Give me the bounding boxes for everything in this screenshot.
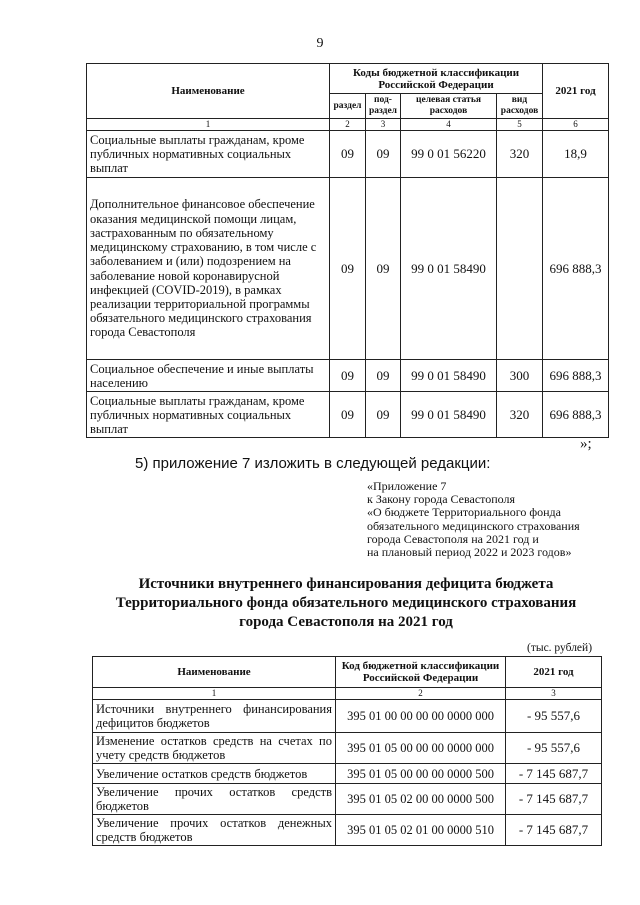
row-razdel: 09 <box>330 360 366 392</box>
appendix-line: к Закону города Севастополя <box>367 492 516 507</box>
table-row <box>87 131 609 178</box>
item-5-text: 5) приложение 7 изложить в следующей редакции: <box>135 455 491 472</box>
page-number: 9 <box>316 36 324 51</box>
row-podrazdel: 09 <box>366 392 401 438</box>
row-razdel: 09 <box>330 178 366 360</box>
row-code: 395 01 05 02 01 00 0000 510 <box>336 815 506 846</box>
col-number: 5 <box>497 119 543 131</box>
sources-table <box>92 656 602 846</box>
row-amount: - 7 145 687,7 <box>506 764 602 784</box>
col-number: 3 <box>506 688 602 700</box>
row-name: Дополнительное финансовое обеспечение оказания медицинской помощи лицам, застрахованным по обязательному медицинскому страхованию, в том числе с заболеванием и (или) подозрением на заболевание новой коронавирусной инфекцией (COVID-2019), в рамках реализации территориальной программы обязательного медицинского страхования города Севастополя <box>87 178 330 360</box>
row-code: 395 01 05 02 00 00 0000 500 <box>336 784 506 815</box>
col-number: 1 <box>87 119 330 131</box>
table-row <box>93 764 602 784</box>
row-amount: 18,9 <box>543 131 609 178</box>
row-name: Увеличение прочих остатков денежных средств бюджетов <box>93 815 336 846</box>
row-vid: 320 <box>497 131 543 178</box>
header-name: Наименование <box>87 64 330 119</box>
row-name: Увеличение остатков средств бюджетов <box>93 764 336 784</box>
row-amount: 696 888,3 <box>543 360 609 392</box>
row-name: Социальное обеспечение и иные выплаты населению <box>87 360 330 392</box>
row-amount: - 95 557,6 <box>506 733 602 764</box>
row-article: 99 0 01 56220 <box>401 131 497 178</box>
col-number: 2 <box>330 119 366 131</box>
table-row <box>93 784 602 815</box>
row-podrazdel: 09 <box>366 360 401 392</box>
row-podrazdel: 09 <box>366 178 401 360</box>
row-article: 99 0 01 58490 <box>401 392 497 438</box>
row-name: Источники внутреннего финансирования дефицитов бюджетов <box>93 700 336 733</box>
row-razdel: 09 <box>330 392 366 438</box>
expenditure-table <box>86 63 609 438</box>
header-name: Наименование <box>93 657 336 688</box>
row-name: Социальные выплаты гражданам, кроме публичных нормативных социальных выплат <box>87 131 330 178</box>
appendix-line: на плановый период 2022 и 2023 годов» <box>367 545 572 560</box>
col-number: 4 <box>401 119 497 131</box>
title-line: города Севастополя на 2021 год <box>239 614 453 630</box>
row-amount: 696 888,3 <box>543 392 609 438</box>
row-amount: 696 888,3 <box>543 178 609 360</box>
header-code: Код бюджетной классификации Российской Федерации <box>336 657 506 688</box>
table-row <box>87 360 609 392</box>
closing-quote: »; <box>580 436 592 452</box>
row-vid: 320 <box>497 392 543 438</box>
table-row <box>87 392 609 438</box>
table-row <box>87 178 609 360</box>
row-name: Увеличение прочих остатков средств бюджетов <box>93 784 336 815</box>
row-name: Изменение остатков средств на счетах по учету средств бюджетов <box>93 733 336 764</box>
row-vid <box>497 178 543 360</box>
document-title <box>80 575 612 632</box>
header-article: целевая статья расходов <box>401 94 497 119</box>
title-line: Источники внутреннего финансирования дефицита бюджета <box>138 576 554 592</box>
col-number: 1 <box>93 688 336 700</box>
row-article: 99 0 01 58490 <box>401 178 497 360</box>
row-amount: - 7 145 687,7 <box>506 784 602 815</box>
row-code: 395 01 05 00 00 00 0000 500 <box>336 764 506 784</box>
title-line: Территориального фонда обязательного медицинского страхования <box>115 595 577 611</box>
table-row <box>93 700 602 733</box>
appendix-line: обязательного медицинского страхования <box>367 518 580 533</box>
table-row <box>93 815 602 846</box>
col-number: 2 <box>336 688 506 700</box>
header-vid: вид расходов <box>497 94 543 119</box>
header-podrazdel: под-раздел <box>366 94 401 119</box>
row-amount: - 7 145 687,7 <box>506 815 602 846</box>
header-codes: Коды бюджетной классификации Российской Федерации <box>330 64 543 94</box>
row-amount: - 95 557,6 <box>506 700 602 733</box>
row-code: 395 01 05 00 00 00 0000 000 <box>336 733 506 764</box>
appendix-line: «О бюджете Территориального фонда <box>367 505 561 520</box>
row-razdel: 09 <box>330 131 366 178</box>
col-number: 6 <box>543 119 609 131</box>
header-razdel: раздел <box>330 94 366 119</box>
appendix-line: города Севастополя на 2021 год и <box>367 531 539 546</box>
header-year: 2021 год <box>506 657 602 688</box>
appendix-line: «Приложение 7 <box>367 479 447 493</box>
header-year: 2021 год <box>543 64 609 119</box>
row-podrazdel: 09 <box>366 131 401 178</box>
row-code: 395 01 00 00 00 00 0000 000 <box>336 700 506 733</box>
appendix-reference <box>367 480 580 559</box>
col-number: 3 <box>366 119 401 131</box>
row-name: Социальные выплаты гражданам, кроме публичных нормативных социальных выплат <box>87 392 330 438</box>
units-label: (тыс. рублей) <box>527 642 593 654</box>
row-vid: 300 <box>497 360 543 392</box>
row-article: 99 0 01 58490 <box>401 360 497 392</box>
table-row <box>93 733 602 764</box>
